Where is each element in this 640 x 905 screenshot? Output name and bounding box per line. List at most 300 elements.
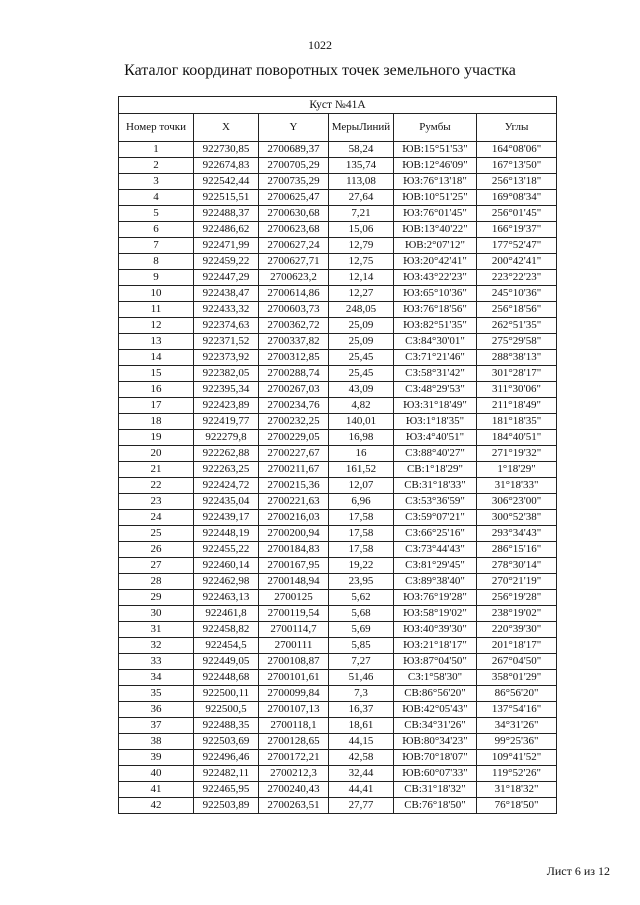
cell-bearing: СЗ:59°07'21" (394, 510, 477, 526)
cell-point-number: 25 (119, 526, 194, 542)
cell-angle: 184°40'51" (477, 430, 557, 446)
cell-x: 922496,46 (194, 750, 259, 766)
cell-point-number: 4 (119, 190, 194, 206)
cell-bearing: СЗ:71°21'46" (394, 350, 477, 366)
cell-bearing: ЮВ:12°46'09" (394, 158, 477, 174)
cell-y: 2700221,63 (259, 494, 329, 510)
cell-angle: 201°18'17" (477, 638, 557, 654)
cell-y: 2700288,74 (259, 366, 329, 382)
cell-line-measure: 25,45 (329, 350, 394, 366)
cell-bearing: ЮЗ:40°39'30" (394, 622, 477, 638)
cell-line-measure: 44,41 (329, 782, 394, 798)
cell-bearing: ЮЗ:20°42'41" (394, 254, 477, 270)
cell-y: 2700735,29 (259, 174, 329, 190)
cell-y: 2700200,94 (259, 526, 329, 542)
cell-y: 2700101,61 (259, 670, 329, 686)
cell-line-measure: 18,61 (329, 718, 394, 734)
cell-angle: 301°28'17" (477, 366, 557, 382)
table-row (119, 478, 557, 494)
cell-angle: 278°30'14" (477, 558, 557, 574)
cell-line-measure: 25,09 (329, 318, 394, 334)
cell-x: 922373,92 (194, 350, 259, 366)
table-row (119, 174, 557, 190)
cell-y: 2700240,43 (259, 782, 329, 798)
cell-angle: 262°51'35" (477, 318, 557, 334)
cell-x: 922486,62 (194, 222, 259, 238)
cell-bearing: ЮЗ:4°40'51" (394, 430, 477, 446)
header-bearings: Румбы (394, 114, 477, 142)
cell-point-number: 6 (119, 222, 194, 238)
cell-point-number: 9 (119, 270, 194, 286)
cell-y: 2700337,82 (259, 334, 329, 350)
document-title: Каталог координат поворотных точек земельного участка (124, 62, 516, 79)
cell-point-number: 7 (119, 238, 194, 254)
cell-point-number: 35 (119, 686, 194, 702)
cell-bearing: ЮЗ:87°04'50" (394, 654, 477, 670)
cell-bearing: ЮВ:13°40'22" (394, 222, 477, 238)
table-row (119, 798, 557, 814)
cell-y: 2700128,65 (259, 734, 329, 750)
cell-bearing: ЮЗ:76°18'56" (394, 302, 477, 318)
cell-angle: 223°22'23" (477, 270, 557, 286)
cell-bearing: СЗ:58°31'42" (394, 366, 477, 382)
cell-angle: 164°08'06" (477, 142, 557, 158)
table-row (119, 270, 557, 286)
table-row (119, 526, 557, 542)
table-row (119, 510, 557, 526)
cell-y: 2700630,68 (259, 206, 329, 222)
cell-y: 2700119,54 (259, 606, 329, 622)
cell-point-number: 2 (119, 158, 194, 174)
cell-bearing: СЗ:81°29'45" (394, 558, 477, 574)
cell-line-measure: 7,3 (329, 686, 394, 702)
cell-angle: 211°18'49" (477, 398, 557, 414)
cell-x: 922438,47 (194, 286, 259, 302)
cell-x: 922500,11 (194, 686, 259, 702)
cell-y: 2700627,24 (259, 238, 329, 254)
cell-line-measure: 12,75 (329, 254, 394, 270)
cell-line-measure: 12,07 (329, 478, 394, 494)
cell-bearing: ЮВ:70°18'07" (394, 750, 477, 766)
cell-point-number: 30 (119, 606, 194, 622)
table-row (119, 782, 557, 798)
cell-line-measure: 19,22 (329, 558, 394, 574)
cell-point-number: 33 (119, 654, 194, 670)
cell-line-measure: 44,15 (329, 734, 394, 750)
cell-angle: 31°18'33" (477, 478, 557, 494)
cell-line-measure: 4,82 (329, 398, 394, 414)
table-row (119, 190, 557, 206)
cell-bearing: СВ:31°18'33" (394, 478, 477, 494)
cell-point-number: 37 (119, 718, 194, 734)
cell-x: 922488,35 (194, 718, 259, 734)
table-row (119, 142, 557, 158)
cell-line-measure: 27,64 (329, 190, 394, 206)
cell-angle: 31°18'32" (477, 782, 557, 798)
cell-line-measure: 15,06 (329, 222, 394, 238)
cell-bearing: ЮВ:42°05'43" (394, 702, 477, 718)
cell-point-number: 23 (119, 494, 194, 510)
cell-point-number: 16 (119, 382, 194, 398)
cell-line-measure: 248,05 (329, 302, 394, 318)
header-x: X (194, 114, 259, 142)
table-row (119, 654, 557, 670)
cell-angle: 167°13'50" (477, 158, 557, 174)
cell-line-measure: 16,98 (329, 430, 394, 446)
table-group-title: Куст №41А (119, 97, 557, 114)
cell-angle: 275°29'58" (477, 334, 557, 350)
cell-line-measure: 42,58 (329, 750, 394, 766)
cell-line-measure: 58,24 (329, 142, 394, 158)
cell-point-number: 11 (119, 302, 194, 318)
cell-x: 922419,77 (194, 414, 259, 430)
cell-angle: 311°30'06" (477, 382, 557, 398)
table-row (119, 606, 557, 622)
cell-angle: 220°39'30" (477, 622, 557, 638)
cell-bearing: СЗ:53°36'59" (394, 494, 477, 510)
cell-bearing: ЮЗ:82°51'35" (394, 318, 477, 334)
cell-bearing: ЮЗ:58°19'02" (394, 606, 477, 622)
cell-point-number: 34 (119, 670, 194, 686)
cell-x: 922382,05 (194, 366, 259, 382)
cell-bearing: ЮЗ:76°13'18" (394, 174, 477, 190)
cell-angle: 288°38'13" (477, 350, 557, 366)
cell-line-measure: 135,74 (329, 158, 394, 174)
cell-point-number: 29 (119, 590, 194, 606)
sheet-footer: Лист 6 из 12 (546, 864, 610, 878)
cell-x: 922465,95 (194, 782, 259, 798)
table-row (119, 558, 557, 574)
table-row (119, 734, 557, 750)
header-angles: Углы (477, 114, 557, 142)
cell-x: 922371,52 (194, 334, 259, 350)
cell-point-number: 15 (119, 366, 194, 382)
cell-line-measure: 17,58 (329, 526, 394, 542)
cell-line-measure: 17,58 (329, 510, 394, 526)
cell-line-measure: 5,85 (329, 638, 394, 654)
cell-point-number: 14 (119, 350, 194, 366)
cell-point-number: 10 (119, 286, 194, 302)
cell-x: 922730,85 (194, 142, 259, 158)
cell-line-measure: 25,09 (329, 334, 394, 350)
cell-bearing: СВ:31°18'32" (394, 782, 477, 798)
table-row (119, 430, 557, 446)
cell-x: 922462,98 (194, 574, 259, 590)
cell-y: 2700267,03 (259, 382, 329, 398)
cell-angle: 271°19'32" (477, 446, 557, 462)
cell-point-number: 32 (119, 638, 194, 654)
cell-bearing: ЮВ:60°07'33" (394, 766, 477, 782)
cell-y: 2700118,1 (259, 718, 329, 734)
cell-x: 922542,44 (194, 174, 259, 190)
cell-y: 2700167,95 (259, 558, 329, 574)
cell-bearing: ЮЗ:43°22'23" (394, 270, 477, 286)
cell-y: 2700623,68 (259, 222, 329, 238)
cell-y: 2700229,05 (259, 430, 329, 446)
cell-point-number: 5 (119, 206, 194, 222)
cell-angle: 267°04'50" (477, 654, 557, 670)
cell-x: 922374,63 (194, 318, 259, 334)
cell-point-number: 1 (119, 142, 194, 158)
cell-x: 922500,5 (194, 702, 259, 718)
cell-y: 2700603,73 (259, 302, 329, 318)
cell-bearing: ЮЗ:76°19'28" (394, 590, 477, 606)
cell-x: 922433,32 (194, 302, 259, 318)
cell-point-number: 21 (119, 462, 194, 478)
table-row (119, 446, 557, 462)
cell-point-number: 28 (119, 574, 194, 590)
cell-line-measure: 5,62 (329, 590, 394, 606)
cell-x: 922459,22 (194, 254, 259, 270)
table-row (119, 286, 557, 302)
cell-bearing: ЮВ:80°34'23" (394, 734, 477, 750)
cell-angle: 358°01'29" (477, 670, 557, 686)
header-point-number: Номер точки (119, 114, 194, 142)
cell-angle: 166°19'37" (477, 222, 557, 238)
cell-angle: 109°41'52" (477, 750, 557, 766)
cell-x: 922424,72 (194, 478, 259, 494)
cell-angle: 1°18'29" (477, 462, 557, 478)
coordinates-table (118, 96, 557, 814)
cell-y: 2700227,67 (259, 446, 329, 462)
table-row (119, 158, 557, 174)
cell-x: 922458,82 (194, 622, 259, 638)
cell-y: 2700099,84 (259, 686, 329, 702)
cell-angle: 137°54'16" (477, 702, 557, 718)
cell-x: 922471,99 (194, 238, 259, 254)
cell-angle: 256°01'45" (477, 206, 557, 222)
cell-x: 922463,13 (194, 590, 259, 606)
cell-bearing: СЗ:48°29'53" (394, 382, 477, 398)
cell-line-measure: 6,96 (329, 494, 394, 510)
cell-x: 922262,88 (194, 446, 259, 462)
cell-angle: 181°18'35" (477, 414, 557, 430)
cell-line-measure: 12,14 (329, 270, 394, 286)
table-row (119, 574, 557, 590)
cell-line-measure: 161,52 (329, 462, 394, 478)
table-row (119, 670, 557, 686)
cell-angle: 99°25'36" (477, 734, 557, 750)
cell-x: 922279,8 (194, 430, 259, 446)
cell-point-number: 13 (119, 334, 194, 350)
cell-x: 922515,51 (194, 190, 259, 206)
table-row (119, 238, 557, 254)
cell-line-measure: 23,95 (329, 574, 394, 590)
table-row (119, 542, 557, 558)
cell-x: 922461,8 (194, 606, 259, 622)
cell-point-number: 18 (119, 414, 194, 430)
cell-angle: 286°15'16" (477, 542, 557, 558)
cell-y: 2700627,71 (259, 254, 329, 270)
cell-line-measure: 16,37 (329, 702, 394, 718)
cell-line-measure: 32,44 (329, 766, 394, 782)
table-row (119, 302, 557, 318)
cell-line-measure: 7,27 (329, 654, 394, 670)
cell-x: 922449,05 (194, 654, 259, 670)
cell-line-measure: 5,69 (329, 622, 394, 638)
cell-point-number: 19 (119, 430, 194, 446)
cell-y: 2700689,37 (259, 142, 329, 158)
cell-x: 922448,68 (194, 670, 259, 686)
cell-bearing: СВ:34°31'26" (394, 718, 477, 734)
table-row (119, 590, 557, 606)
cell-angle: 177°52'47" (477, 238, 557, 254)
table-header-row (119, 114, 557, 142)
cell-y: 2700312,85 (259, 350, 329, 366)
table-row (119, 622, 557, 638)
cell-point-number: 39 (119, 750, 194, 766)
cell-point-number: 41 (119, 782, 194, 798)
cell-y: 2700234,76 (259, 398, 329, 414)
cell-y: 2700184,83 (259, 542, 329, 558)
cell-line-measure: 5,68 (329, 606, 394, 622)
cell-y: 2700263,51 (259, 798, 329, 814)
cell-x: 922435,04 (194, 494, 259, 510)
cell-y: 2700114,7 (259, 622, 329, 638)
cell-y: 2700107,13 (259, 702, 329, 718)
cell-y: 2700216,03 (259, 510, 329, 526)
header-line-measures: МерыЛиний (329, 114, 394, 142)
cell-x: 922503,69 (194, 734, 259, 750)
cell-x: 922455,22 (194, 542, 259, 558)
cell-line-measure: 25,45 (329, 366, 394, 382)
cell-x: 922503,89 (194, 798, 259, 814)
cell-angle: 200°42'41" (477, 254, 557, 270)
header-y: Y (259, 114, 329, 142)
cell-point-number: 24 (119, 510, 194, 526)
cell-line-measure: 12,27 (329, 286, 394, 302)
cell-y: 2700623,2 (259, 270, 329, 286)
cell-line-measure: 12,79 (329, 238, 394, 254)
cell-x: 922674,83 (194, 158, 259, 174)
cell-point-number: 36 (119, 702, 194, 718)
cell-bearing: ЮЗ:31°18'49" (394, 398, 477, 414)
cell-angle: 169°08'34" (477, 190, 557, 206)
cell-bearing: ЮЗ:76°01'45" (394, 206, 477, 222)
cell-line-measure: 43,09 (329, 382, 394, 398)
table-row (119, 398, 557, 414)
cell-bearing: СЗ:66°25'16" (394, 526, 477, 542)
cell-bearing: СЗ:88°40'27" (394, 446, 477, 462)
table-row (119, 414, 557, 430)
cell-point-number: 38 (119, 734, 194, 750)
table-row (119, 750, 557, 766)
cell-y: 2700125 (259, 590, 329, 606)
table-row (119, 638, 557, 654)
cell-bearing: ЮВ:2°07'12" (394, 238, 477, 254)
table-row (119, 350, 557, 366)
cell-line-measure: 113,08 (329, 174, 394, 190)
cell-point-number: 20 (119, 446, 194, 462)
cell-x: 922448,19 (194, 526, 259, 542)
cell-angle: 256°13'18" (477, 174, 557, 190)
cell-y: 2700211,67 (259, 462, 329, 478)
cell-bearing: СЗ:89°38'40" (394, 574, 477, 590)
table-row (119, 382, 557, 398)
table-row (119, 206, 557, 222)
cell-angle: 300°52'38" (477, 510, 557, 526)
cell-angle: 86°56'20" (477, 686, 557, 702)
cell-bearing: ЮВ:15°51'53" (394, 142, 477, 158)
cell-y: 2700148,94 (259, 574, 329, 590)
cell-line-measure: 27,77 (329, 798, 394, 814)
cell-angle: 245°10'36" (477, 286, 557, 302)
cell-angle: 34°31'26" (477, 718, 557, 734)
cell-y: 2700108,87 (259, 654, 329, 670)
cell-x: 922488,37 (194, 206, 259, 222)
cell-x: 922482,11 (194, 766, 259, 782)
cell-line-measure: 140,01 (329, 414, 394, 430)
cell-x: 922263,25 (194, 462, 259, 478)
cell-x: 922460,14 (194, 558, 259, 574)
table-row (119, 334, 557, 350)
table-row (119, 222, 557, 238)
cell-point-number: 27 (119, 558, 194, 574)
cell-angle: 238°19'02" (477, 606, 557, 622)
table-row (119, 366, 557, 382)
cell-y: 2700705,29 (259, 158, 329, 174)
table-row (119, 318, 557, 334)
cell-point-number: 22 (119, 478, 194, 494)
cell-line-measure: 51,46 (329, 670, 394, 686)
table-row (119, 462, 557, 478)
cell-bearing: ЮЗ:65°10'36" (394, 286, 477, 302)
cell-bearing: СВ:76°18'50" (394, 798, 477, 814)
cell-point-number: 12 (119, 318, 194, 334)
cell-line-measure: 7,21 (329, 206, 394, 222)
page-number: 1022 (308, 38, 332, 52)
cell-point-number: 17 (119, 398, 194, 414)
cell-y: 2700172,21 (259, 750, 329, 766)
table-body (119, 142, 557, 814)
cell-y: 2700625,47 (259, 190, 329, 206)
cell-y: 2700111 (259, 638, 329, 654)
cell-bearing: СЗ:84°30'01" (394, 334, 477, 350)
cell-x: 922423,89 (194, 398, 259, 414)
cell-angle: 76°18'50" (477, 798, 557, 814)
cell-y: 2700614,86 (259, 286, 329, 302)
cell-x: 922454,5 (194, 638, 259, 654)
cell-point-number: 31 (119, 622, 194, 638)
table-row (119, 766, 557, 782)
cell-angle: 270°21'19" (477, 574, 557, 590)
cell-point-number: 3 (119, 174, 194, 190)
table-row (119, 702, 557, 718)
cell-y: 2700232,25 (259, 414, 329, 430)
cell-bearing: ЮЗ:21°18'17" (394, 638, 477, 654)
cell-line-measure: 16 (329, 446, 394, 462)
cell-x: 922439,17 (194, 510, 259, 526)
cell-angle: 119°52'26" (477, 766, 557, 782)
table-row (119, 718, 557, 734)
cell-angle: 306°23'00" (477, 494, 557, 510)
cell-point-number: 40 (119, 766, 194, 782)
cell-bearing: СВ:1°18'29" (394, 462, 477, 478)
cell-y: 2700362,72 (259, 318, 329, 334)
cell-bearing: ЮЗ:1°18'35" (394, 414, 477, 430)
cell-x: 922447,29 (194, 270, 259, 286)
cell-bearing: ЮВ:10°51'25" (394, 190, 477, 206)
cell-y: 2700212,3 (259, 766, 329, 782)
cell-angle: 293°34'43" (477, 526, 557, 542)
cell-x: 922395,34 (194, 382, 259, 398)
cell-point-number: 8 (119, 254, 194, 270)
cell-point-number: 42 (119, 798, 194, 814)
cell-bearing: СЗ:1°58'30" (394, 670, 477, 686)
cell-bearing: СВ:86°56'20" (394, 686, 477, 702)
cell-bearing: СЗ:73°44'43" (394, 542, 477, 558)
table-row (119, 686, 557, 702)
